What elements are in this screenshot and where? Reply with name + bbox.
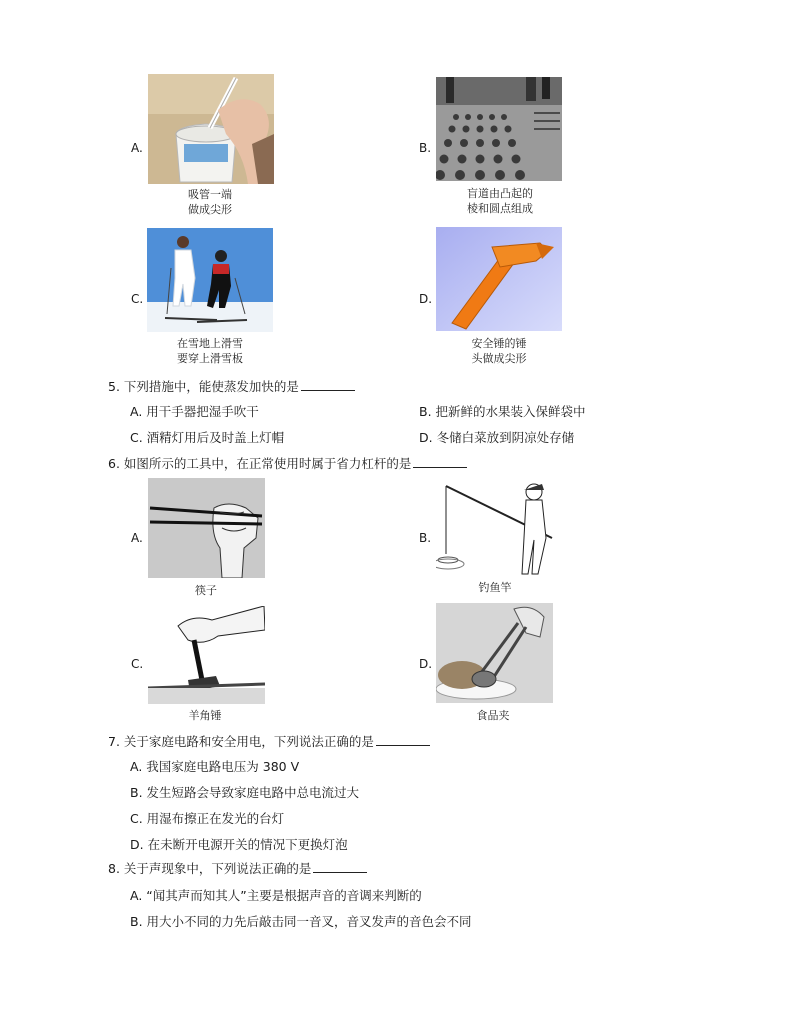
q7-option-d: D. 在未断开电源开关的情况下更换灯泡 (130, 837, 348, 852)
q4-option-b-caption: 盲道由凸起的 棱和圆点组成 (467, 187, 533, 215)
q5-option-c: C. 酒精灯用后及时盖上灯帽 (130, 430, 285, 445)
q5-option-a: A. 用干手器把湿手吹干 (130, 404, 259, 419)
q6-stem: 6. 如图所示的工具中，在正常使用时属于省力杠杆的是 (108, 455, 467, 473)
q6-option-a-caption: 筷子 (195, 584, 217, 597)
q8-answer-blank[interactable] (313, 860, 367, 873)
q4-option-a-caption: 吸管一端 做成尖形 (188, 188, 232, 216)
q6-option-d-letter: D. (419, 657, 433, 671)
claw-hammer-illustration (148, 606, 265, 704)
straw-cup-photo (148, 74, 274, 184)
q7-option-a: A. 我国家庭电路电压为 380 V (130, 759, 300, 774)
q4-option-d-letter: D. (419, 292, 433, 306)
q5-stem: 5. 下列措施中，能使蒸发加快的是 (108, 378, 355, 396)
q6-option-b-caption: 钓鱼竿 (478, 581, 512, 594)
q7-option-b: B. 发生短路会导致家庭电路中总电流过大 (130, 785, 360, 800)
q6-option-a-letter: A. (131, 531, 143, 545)
q8-option-b: B. 用大小不同的力先后敲击同一音叉，音叉发声的音色会不同 (130, 914, 472, 929)
q4-option-c-letter: C. (131, 292, 144, 306)
skiing-photo (147, 228, 273, 332)
q6-answer-blank[interactable] (413, 455, 467, 468)
q4-option-c-caption: 在雪地上滑雪 要穿上滑雪板 (177, 337, 243, 365)
q5-answer-blank[interactable] (301, 378, 355, 391)
tactile-paving-photo (436, 77, 562, 181)
q4-option-a-letter: A. (131, 141, 143, 155)
chopsticks-illustration (148, 478, 265, 578)
q7-option-c: C. 用湿布擦正在发光的台灯 (130, 811, 285, 826)
q5-option-d: D. 冬储白菜放到阴凉处存储 (419, 430, 575, 445)
q4-option-d-caption: 安全锤的锤 头做成尖形 (471, 337, 527, 365)
q4-option-b-letter: B. (419, 141, 432, 155)
q6-option-c-letter: C. (131, 657, 144, 671)
q7-stem: 7. 关于家庭电路和安全用电，下列说法正确的是 (108, 733, 430, 751)
fishing-rod-illustration (436, 478, 553, 576)
safety-hammer-photo (436, 227, 562, 331)
q8-stem: 8. 关于声现象中，下列说法正确的是 (108, 860, 367, 878)
q5-option-b: B. 把新鲜的水果装入保鲜袋中 (419, 404, 586, 419)
q6-option-b-letter: B. (419, 531, 432, 545)
q8-option-a: A. “闻其声而知其人”主要是根据声音的音调来判断的 (130, 888, 422, 903)
q7-answer-blank[interactable] (376, 733, 430, 746)
food-tongs-illustration (436, 603, 553, 703)
q6-option-c-caption: 羊角锤 (188, 709, 222, 722)
q6-option-d-caption: 食品夹 (476, 709, 510, 722)
